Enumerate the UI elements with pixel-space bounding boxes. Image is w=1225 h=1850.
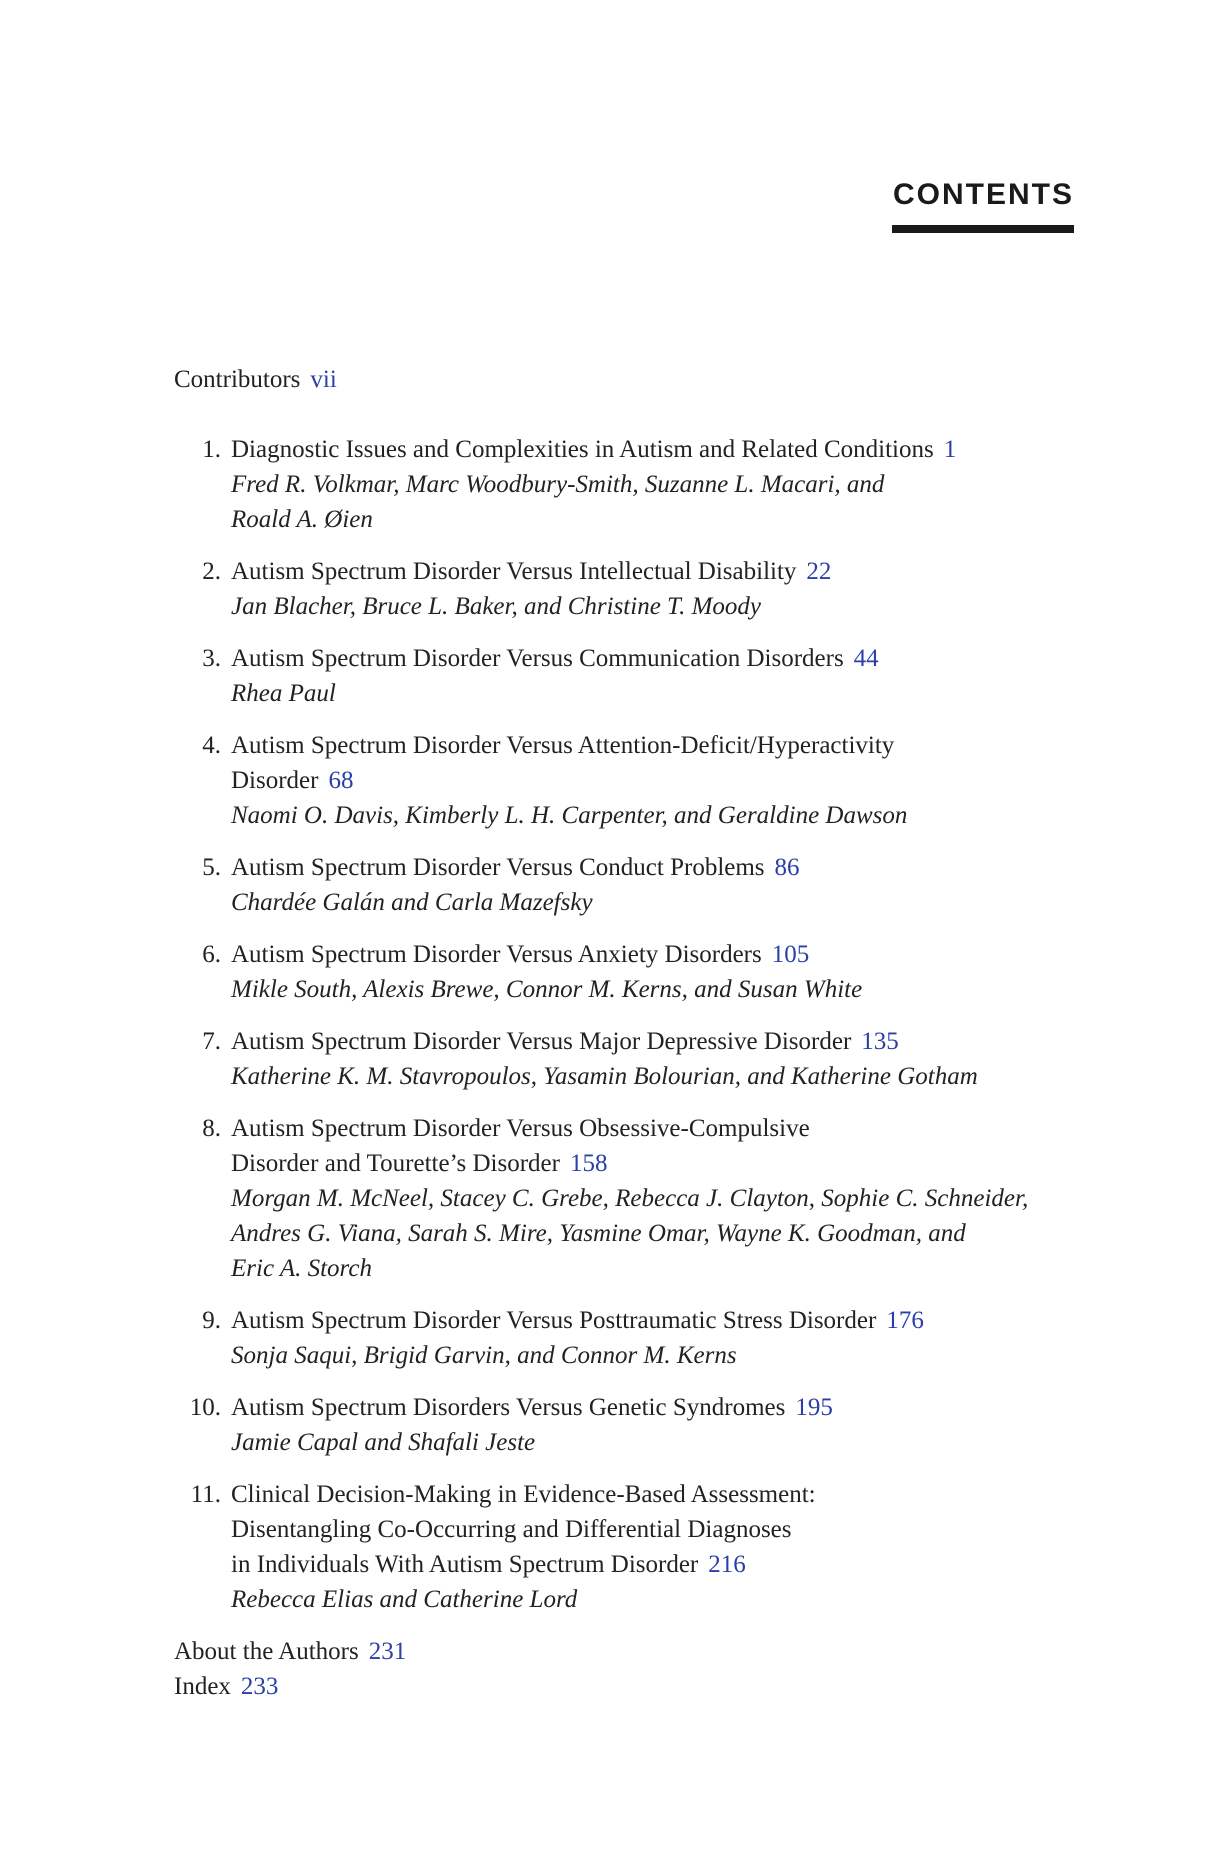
toc-chapter-entry — [174, 937, 1094, 1007]
chapter-page-link[interactable]: 86 — [774, 854, 800, 881]
chapter-title-text: Autism Spectrum Disorder Versus Intellectual Disability — [231, 558, 797, 585]
chapter-title-line — [231, 1512, 1094, 1547]
chapter-page-link[interactable]: 44 — [853, 645, 879, 672]
chapter-number: 9. — [202, 1307, 221, 1334]
chapter-title-line — [231, 554, 1094, 589]
chapter-title-line — [231, 1024, 1094, 1059]
toc-chapter-entry — [174, 1024, 1094, 1094]
contributors-label: Contributors — [174, 366, 301, 393]
toc-chapter-entry — [174, 1111, 1094, 1286]
chapter-title-line — [231, 432, 1094, 467]
chapter-title-line — [231, 763, 1094, 798]
toc-entry-contributors — [174, 362, 1094, 397]
chapter-title-text: Autism Spectrum Disorder Versus Anxiety Disorders — [231, 941, 762, 968]
table-of-contents — [174, 362, 1094, 1704]
chapter-body — [221, 1390, 1094, 1460]
chapter-authors-line: Naomi O. Davis, Kimberly L. H. Carpenter, and Geraldine Dawson — [231, 802, 908, 829]
chapter-number: 8. — [202, 1115, 221, 1142]
chapter-number: 7. — [202, 1028, 221, 1055]
toc-chapter-entry — [174, 728, 1094, 833]
chapter-title-line — [231, 850, 1094, 885]
chapter-authors-line: Rebecca Elias and Catherine Lord — [231, 1586, 578, 1613]
toc-back-matter-entry — [174, 1634, 1094, 1669]
chapter-title-line — [231, 1303, 1094, 1338]
chapter-authors-line: Eric A. Storch — [231, 1255, 372, 1282]
chapter-title-line — [231, 1146, 1094, 1181]
chapter-number: 2. — [202, 558, 221, 585]
chapter-title-text: Clinical Decision-Making in Evidence-Based Assessment: — [231, 1481, 816, 1508]
toc-chapter-entry — [174, 432, 1094, 537]
chapter-title-text: Autism Spectrum Disorder Versus Posttraumatic Stress Disorder — [231, 1307, 877, 1334]
chapter-title-line — [231, 937, 1094, 972]
chapter-title-text: Autism Spectrum Disorder Versus Attention-Deficit/Hyperactivity — [231, 732, 895, 759]
toc-chapter-entry — [174, 1477, 1094, 1617]
toc-back-matter-entry — [174, 1669, 1094, 1704]
chapter-authors-line: Fred R. Volkmar, Marc Woodbury-Smith, Suzanne L. Macari, and — [231, 471, 885, 498]
chapter-number: 1. — [202, 436, 221, 463]
chapter-authors-line: Andres G. Viana, Sarah S. Mire, Yasmine Omar, Wayne K. Goodman, and — [231, 1220, 966, 1247]
chapter-title-text: Autism Spectrum Disorders Versus Genetic Syndromes — [231, 1394, 786, 1421]
chapter-page-link[interactable]: 22 — [806, 558, 832, 585]
chapter-page-link[interactable]: 195 — [795, 1394, 833, 1421]
chapter-body — [221, 937, 1094, 1007]
chapter-body — [221, 728, 1094, 833]
heading-underline — [892, 225, 1074, 233]
chapter-title-text: Disorder and Tourette’s Disorder — [231, 1150, 560, 1177]
chapter-title-text: Autism Spectrum Disorder Versus Communication Disorders — [231, 645, 844, 672]
back-matter-page-link[interactable]: 231 — [368, 1638, 407, 1665]
chapter-page-link[interactable]: 216 — [708, 1551, 746, 1578]
back-matter-list — [174, 1634, 1094, 1704]
chapter-body — [221, 1024, 1094, 1094]
chapter-body — [221, 432, 1094, 537]
back-matter-page-link[interactable]: 233 — [240, 1673, 279, 1700]
chapter-body — [221, 1111, 1094, 1286]
chapter-authors-line: Rhea Paul — [231, 680, 336, 707]
chapter-list — [174, 432, 1094, 1617]
chapter-body — [221, 1303, 1094, 1373]
chapter-title-text: Disentangling Co-Occurring and Differential Diagnoses — [231, 1516, 792, 1543]
page-title: CONTENTS — [893, 178, 1074, 211]
chapter-page-link[interactable]: 68 — [328, 767, 354, 794]
toc-chapter-entry — [174, 1303, 1094, 1373]
chapter-title-text: Disorder — [231, 767, 319, 794]
chapter-title-line — [231, 1111, 1094, 1146]
toc-chapter-entry — [174, 554, 1094, 624]
chapter-title-text: Diagnostic Issues and Complexities in Autism and Related Conditions — [231, 436, 934, 463]
chapter-title-line — [231, 1547, 1094, 1582]
chapter-number: 5. — [202, 854, 221, 881]
chapter-authors-line: Jamie Capal and Shafali Jeste — [231, 1429, 536, 1456]
chapter-title-line — [231, 641, 1094, 676]
chapter-body — [221, 554, 1094, 624]
chapter-number: 10. — [189, 1394, 221, 1421]
chapter-authors-line: Mikle South, Alexis Brewe, Connor M. Kerns, and Susan White — [231, 976, 863, 1003]
chapter-page-link[interactable]: 158 — [569, 1150, 608, 1177]
chapter-title-line — [231, 1477, 1094, 1512]
chapter-body — [221, 1477, 1094, 1617]
chapter-title-line — [231, 728, 1094, 763]
chapter-authors-line: Sonja Saqui, Brigid Garvin, and Connor M. Kerns — [231, 1342, 737, 1369]
chapter-authors-line: Chardée Galán and Carla Mazefsky — [231, 889, 593, 916]
back-matter-label: Index — [174, 1673, 231, 1700]
chapter-page-link[interactable]: 135 — [861, 1028, 899, 1055]
chapter-title-text: Autism Spectrum Disorder Versus Conduct Problems — [231, 854, 765, 881]
chapter-body — [221, 641, 1094, 711]
chapter-title-text: Autism Spectrum Disorder Versus Major Depressive Disorder — [231, 1028, 852, 1055]
chapter-authors-line: Jan Blacher, Bruce L. Baker, and Christine T. Moody — [231, 593, 762, 620]
back-matter-label: About the Authors — [174, 1638, 359, 1665]
chapter-body — [221, 850, 1094, 920]
chapter-title-text: Autism Spectrum Disorder Versus Obsessive-Compulsive — [231, 1115, 810, 1142]
contents-heading-block — [892, 180, 1074, 233]
chapter-page-link[interactable]: 176 — [886, 1307, 924, 1334]
chapter-number: 6. — [202, 941, 221, 968]
chapter-title-text: in Individuals With Autism Spectrum Disorder — [231, 1551, 699, 1578]
chapter-page-link[interactable]: 105 — [771, 941, 810, 968]
chapter-number: 4. — [202, 732, 221, 759]
chapter-page-link[interactable]: 1 — [943, 436, 957, 463]
chapter-authors-line: Morgan M. McNeel, Stacey C. Grebe, Rebecca J. Clayton, Sophie C. Schneider, — [231, 1185, 1029, 1212]
chapter-authors-line: Katherine K. M. Stavropoulos, Yasamin Bolourian, and Katherine Gotham — [231, 1063, 978, 1090]
toc-chapter-entry — [174, 641, 1094, 711]
toc-chapter-entry — [174, 1390, 1094, 1460]
toc-chapter-entry — [174, 850, 1094, 920]
contributors-page-link[interactable]: vii — [310, 366, 337, 393]
chapter-title-line — [231, 1390, 1094, 1425]
chapter-number: 11. — [190, 1481, 221, 1508]
chapter-number: 3. — [202, 645, 221, 672]
chapter-authors-line: Roald A. Øien — [231, 506, 373, 533]
